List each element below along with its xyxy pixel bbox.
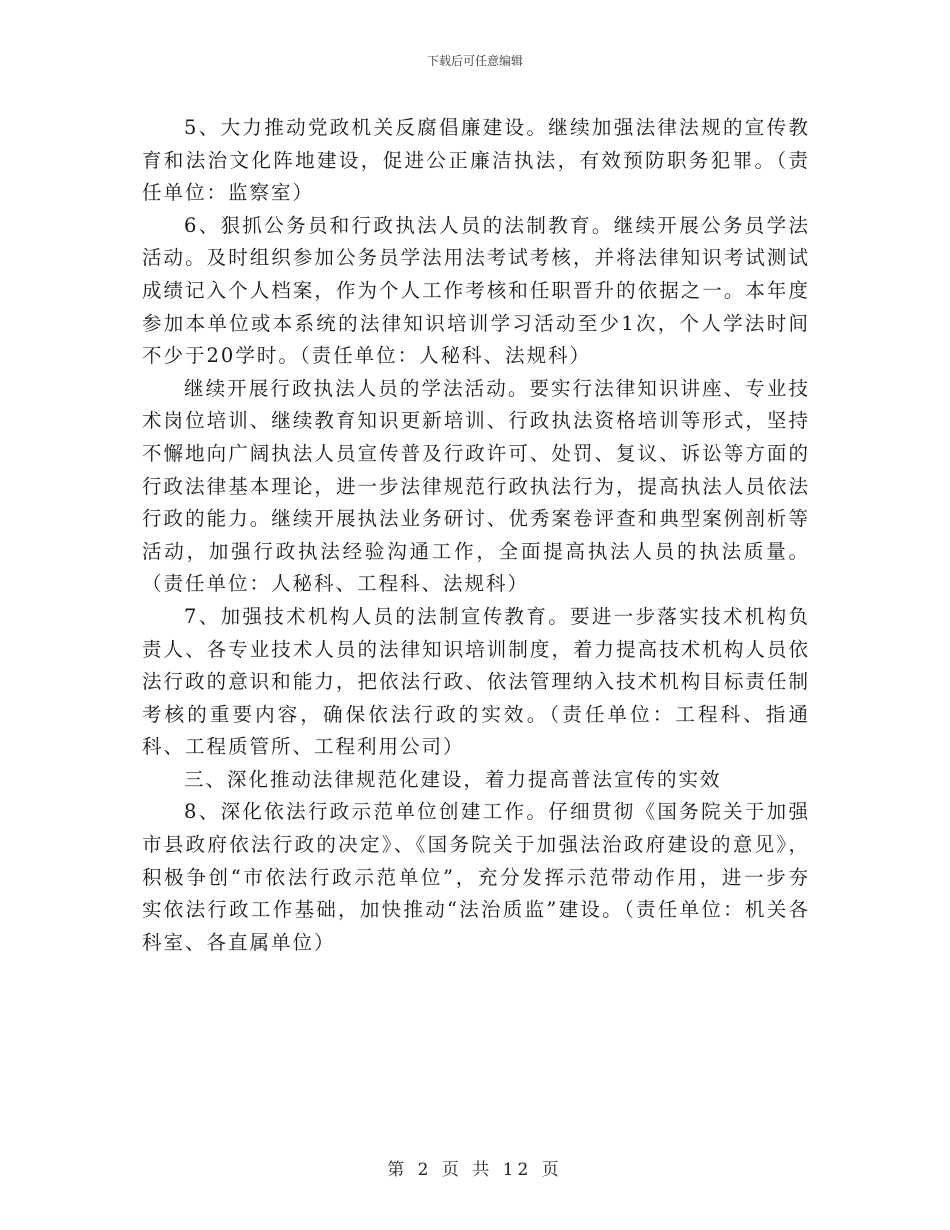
page-header: 下载后可任意编辑 <box>426 54 523 68</box>
page-number: 第 2 页 共 12 页 <box>387 1160 563 1180</box>
paragraph-item-6: 6、狠抓公务员和行政执法人员的法制教育。继续开展公务员学法活动。及时组织参加公务员学法用法考试考核，并将法律知识考试测试成绩记入个人档案，作为个人工作考核和任职晋升的依据之一。本年度参加本单位或本系统的法律知识培训学习活动至少1次，个人学法时间不少于20学时。（责任单位：人秘科、法规科） <box>142 213 810 368</box>
section-heading-3: 三、深化推动法律规范化建设，着力提高普法宣传的实效 <box>184 767 722 791</box>
paragraph-item-8: 8、深化依法行政示范单位创建工作。仔细贯彻《国务院关于加强市县政府依法行政的决定》、《国务院关于加强法治政府建设的意见》，积极争创“市依法行政示范单位”，充分发挥示范带动作用，进一步夯实依法行政工作基础，加快推动“法治质监”建设。（责任单位：机关各科室、各直属单位） <box>142 800 810 954</box>
paragraph-item-7: 7、加强技术机构人员的法制宣传教育。要进一步落实技术机构负责人、各专业技术人员的法律知识培训制度，着力提高技术机构人员依法行政的意识和能力，把依法行政、依法管理纳入技术机构目标责任制考核的重要内容，确保依法行政的实效。（责任单位：工程科、指通科、工程质管所、工程利用公司） <box>142 604 810 759</box>
paragraph-enforcement-training: 继续开展行政执法人员的学法活动。要实行法律知识讲座、专业技术岗位培训、继续教育知识更新培训、行政执法资格培训等形式，坚持不懈地向广阔执法人员宣传普及行政许可、处罚、复议、诉讼等方面的行政法律基本理论，进一步法律规范行政执法行为，提高执法人员依法行政的能力。继续开展执法业务研讨、优秀案卷评查和典型案例剖析等活动，加强行政执法经验沟通工作，全面提高执法人员的执法质量。（责任单位：人秘科、工程科、法规科） <box>142 376 810 596</box>
document-body <box>142 112 810 959</box>
paragraph-item-5: 5、大力推动党政机关反腐倡廉建设。继续加强法律法规的宣传教育和法治文化阵地建设，促进公正廉洁执法，有效预防职务犯罪。（责任单位：监察室） <box>142 116 810 205</box>
